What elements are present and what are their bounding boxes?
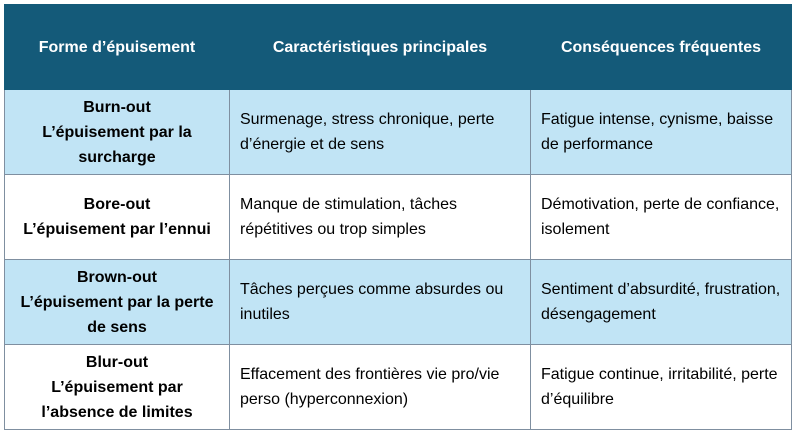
table-body bbox=[5, 90, 792, 430]
characteristics-cell: Effacement des frontières vie pro/vie perso (hyperconnexion) bbox=[230, 345, 531, 430]
consequences-cell: Fatigue intense, cynisme, baisse de performance bbox=[531, 90, 792, 175]
table-row bbox=[5, 345, 792, 430]
form-cell bbox=[5, 175, 230, 260]
header-consequences: Conséquences fréquentes bbox=[531, 5, 792, 90]
form-name: Bore-out bbox=[83, 196, 151, 213]
form-cell bbox=[5, 260, 230, 345]
table-row bbox=[5, 90, 792, 175]
table-header bbox=[5, 5, 792, 90]
table-row bbox=[5, 260, 792, 345]
header-row bbox=[5, 5, 792, 90]
consequences-cell: Fatigue continue, irritabilité, perte d’équilibre bbox=[531, 345, 792, 430]
form-subtitle: L’épuisement par la surcharge bbox=[42, 123, 192, 166]
form-subtitle: L’épuisement par la perte de sens bbox=[20, 293, 214, 336]
characteristics-cell: Tâches perçues comme absurdes ou inutiles bbox=[230, 260, 531, 345]
consequences-cell: Démotivation, perte de confiance, isolement bbox=[531, 175, 792, 260]
header-characteristics: Caractéristiques principales bbox=[230, 5, 531, 90]
form-name: Blur-out bbox=[85, 353, 149, 371]
exhaustion-forms-table bbox=[4, 4, 792, 430]
form-cell bbox=[5, 345, 230, 430]
form-name: Burn-out bbox=[83, 98, 151, 116]
consequences-cell: Sentiment d’absurdité, frustration, désengagement bbox=[531, 260, 792, 345]
form-subtitle: L’épuisement par l’absence de limites bbox=[41, 378, 193, 421]
header-form: Forme d’épuisement bbox=[5, 5, 230, 90]
characteristics-cell: Surmenage, stress chronique, perte d’énergie et de sens bbox=[230, 90, 531, 175]
form-cell bbox=[5, 90, 230, 175]
characteristics-cell: Manque de stimulation, tâches répétitives ou trop simples bbox=[230, 175, 531, 260]
form-name: Brown-out bbox=[77, 268, 157, 286]
table-row bbox=[5, 175, 792, 260]
form-subtitle: L’épuisement par l’ennui bbox=[23, 221, 211, 238]
